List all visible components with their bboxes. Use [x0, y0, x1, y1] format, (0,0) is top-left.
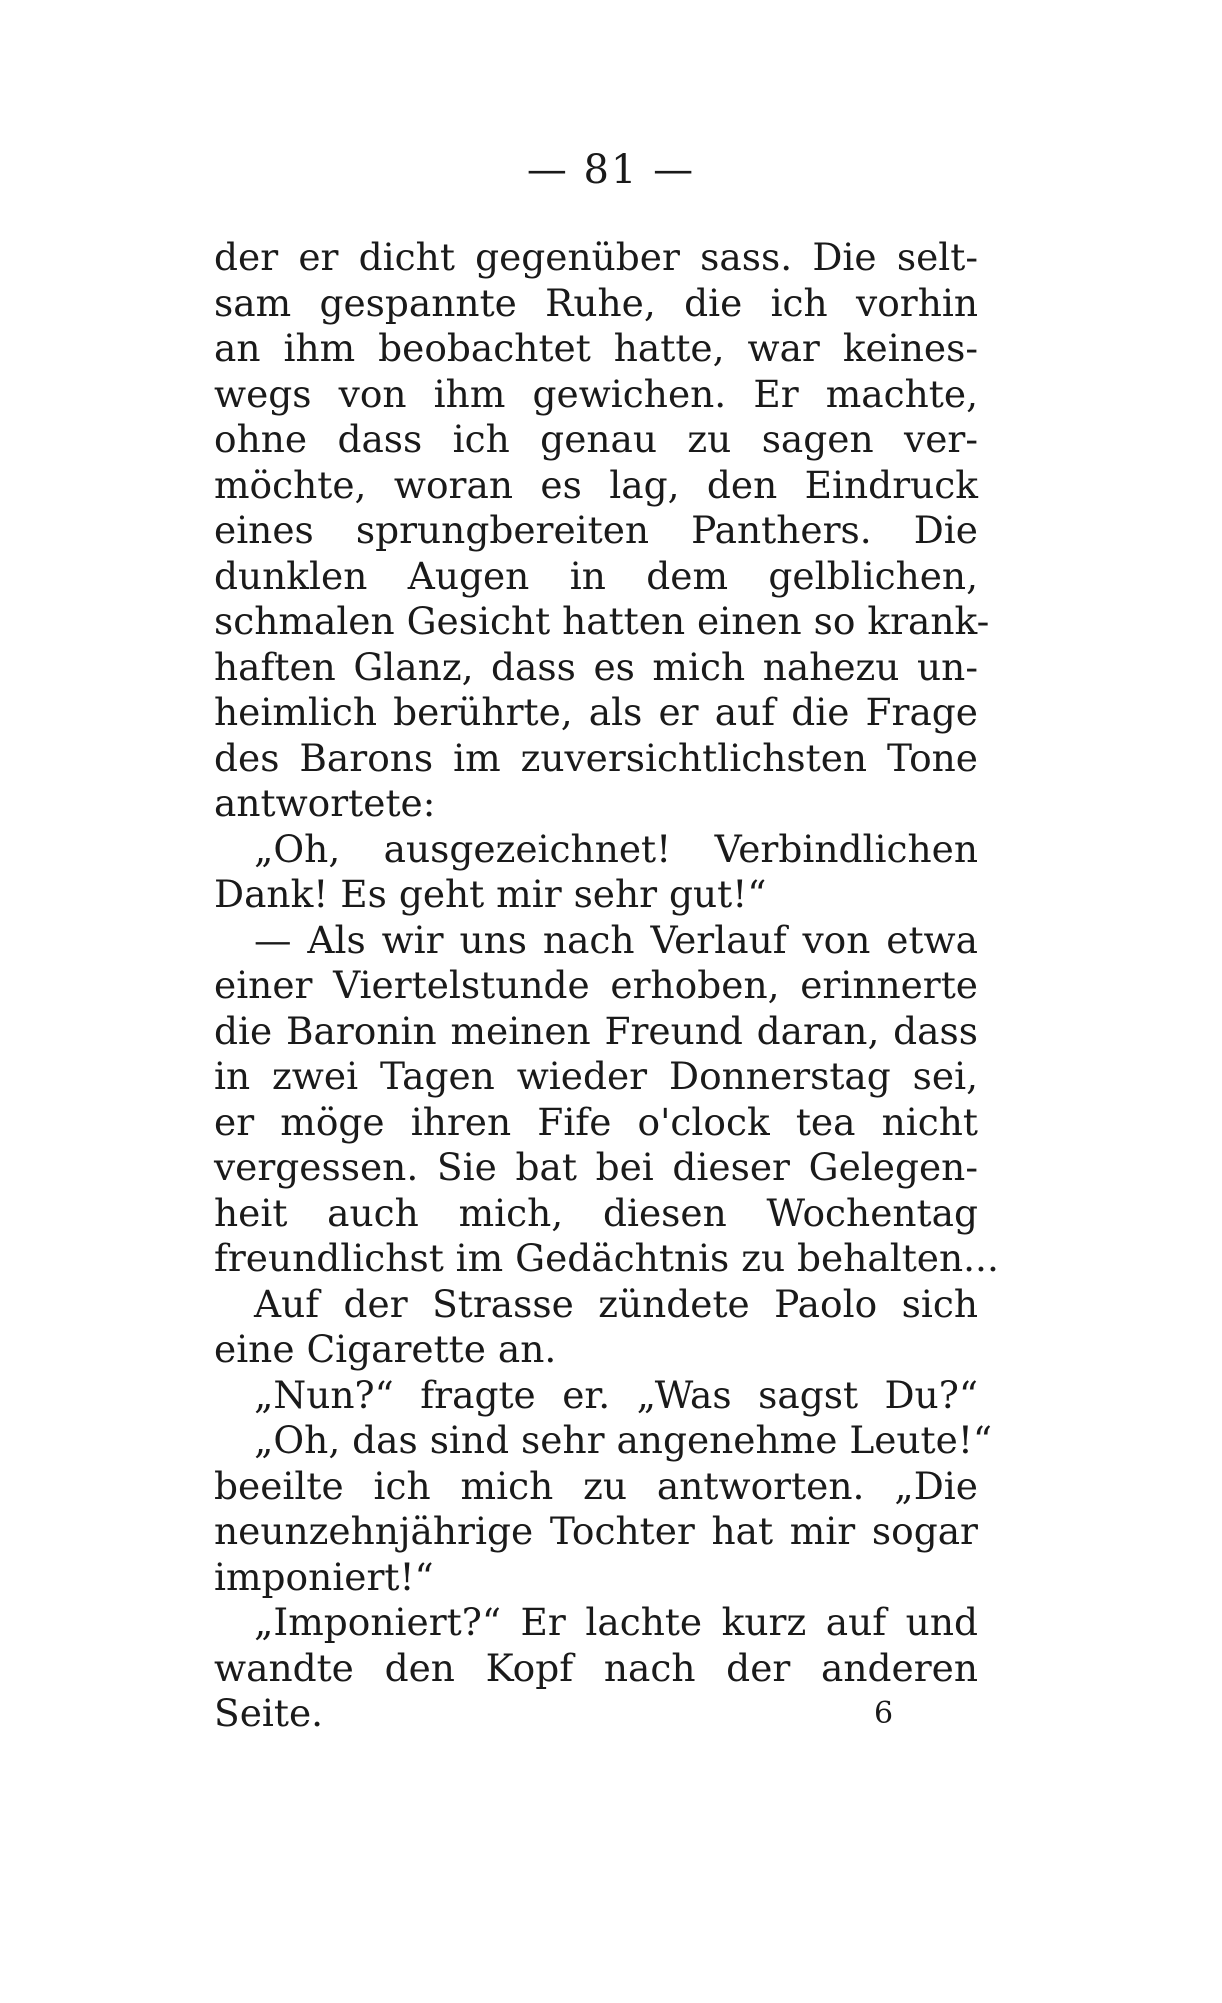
text-line: dunklen Augen in dem gelblichen, — [214, 553, 978, 598]
text-line: eines sprungbereiten Panthers. Die — [214, 508, 978, 552]
text-line: neunzehnjährige Tochter hat mir sogar — [214, 1509, 978, 1553]
text-line: „Nun?“ fragte er. „Was sagst Du?“ — [254, 1372, 978, 1417]
text-line: freundlichst im Gedächtnis zu behalten... — [214, 1236, 999, 1280]
text-line: „Imponiert?“ Er lachte kurz auf und — [254, 1600, 978, 1644]
text-line: des Barons im zuversichtlichsten Tone — [214, 735, 978, 780]
text-line: vergessen. Sie bat bei dieser Gelegen- — [214, 1145, 978, 1189]
text-line: in zwei Tagen wieder Donnerstag sei, — [214, 1054, 978, 1098]
text-line: Auf der Strasse zündete Paolo sich — [254, 1281, 978, 1326]
text-line: Dank! Es geht mir sehr gut!“ — [214, 872, 767, 916]
text-line: imponiert!“ — [214, 1554, 434, 1599]
text-line: haften Glanz, dass es mich nahezu un- — [214, 644, 978, 689]
text-line: die Baronin meinen Freund daran, dass — [214, 1008, 978, 1053]
text-line: antwortete: — [214, 781, 436, 825]
signature-mark: 6 — [874, 1696, 894, 1731]
text-line: — Als wir uns nach Verlauf von etwa — [254, 917, 978, 962]
text-line: wegs von ihm gewichen. Er machte, — [214, 371, 978, 416]
text-line: ohne dass ich genau zu sagen ver- — [214, 417, 978, 461]
final-line-row — [214, 1691, 978, 1737]
text-line: beeilte ich mich zu antworten. „Die — [214, 1463, 978, 1508]
text-line: einer Viertelstunde erhoben, erinnerte — [214, 963, 978, 1007]
text-line: wandte den Kopf nach der anderen — [214, 1645, 978, 1690]
text-line: heimlich berührte, als er auf die Frage — [214, 690, 978, 734]
text-line: möchte, woran es lag, den Eindruck — [214, 462, 978, 507]
text-line: eine Cigarette an. — [214, 1327, 557, 1371]
text-line: „Oh, ausgezeichnet! Verbindlichen — [254, 826, 978, 871]
final-line-text: Seite. — [214, 1691, 324, 1735]
text-line: der er dicht gegenüber sass. Die selt- — [214, 235, 978, 279]
text-line: heit auch mich, diesen Wochentag — [214, 1190, 978, 1235]
text-line: „Oh, das sind sehr angenehme Leute!“ — [254, 1418, 993, 1462]
text-line: sam gespannte Ruhe, die ich vorhin — [214, 280, 978, 325]
text-line: schmalen Gesicht hatten einen so krank- — [214, 599, 990, 643]
page-number-header: — 81 — — [526, 147, 696, 193]
text-lines — [214, 235, 999, 1691]
body-text — [214, 235, 999, 1737]
text-line: er möge ihren Fife o'clock tea nicht — [214, 1099, 978, 1144]
text-line: an ihm beobachtet hatte, war keines- — [214, 326, 978, 370]
